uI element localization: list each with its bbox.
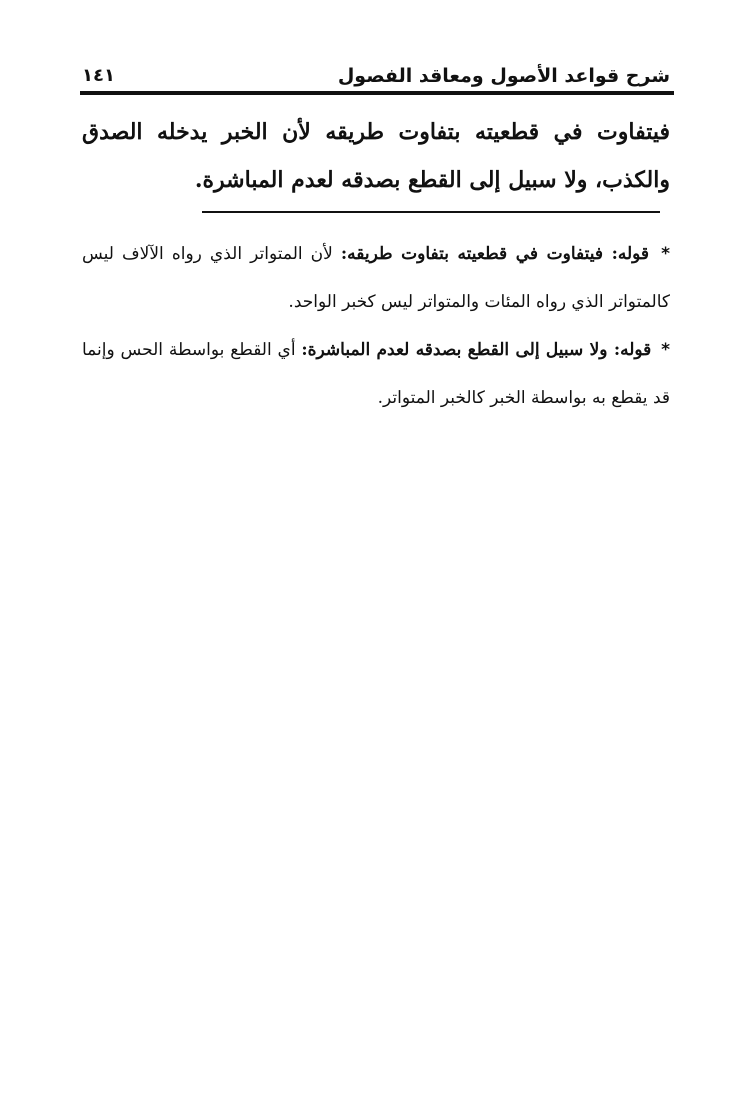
page-number: ١٤١ (82, 65, 115, 86)
asterisk-icon: * (661, 340, 670, 360)
main-text-paragraph: فيتفاوت في قطعيته بتفاوت طريقه لأن الخبر يدخله الصدق والكذب، ولا سبيل إلى القطع بصدقه لعدم المباشرة. (82, 119, 670, 193)
commentary-paragraph (82, 326, 670, 422)
commentary-block (82, 230, 670, 422)
running-title: شرح قواعد الأصول ومعاقد الفصول (337, 65, 670, 87)
main-text-block (82, 108, 670, 204)
commentary-text: أي القطع بواسطة الحس وإنما قد يقطع به بواسطة الخبر كالخبر المتواتر. (82, 340, 670, 408)
commentary-separator (202, 211, 660, 213)
header-rule (80, 91, 674, 95)
commentary-text: لأن المتواتر الذي رواه الآلاف ليس كالمتواتر الذي رواه المئات والمتواتر ليس كخبر الواحد. (82, 244, 670, 312)
page-header (82, 56, 670, 88)
commentary-lemma: قوله: فيتفاوت في قطعيته بتفاوت طريقه: (340, 244, 650, 264)
asterisk-icon: * (661, 244, 670, 264)
commentary-lemma: قوله: ولا سبيل إلى القطع بصدقه لعدم المباشرة: (301, 340, 652, 360)
commentary-paragraph (82, 230, 670, 326)
